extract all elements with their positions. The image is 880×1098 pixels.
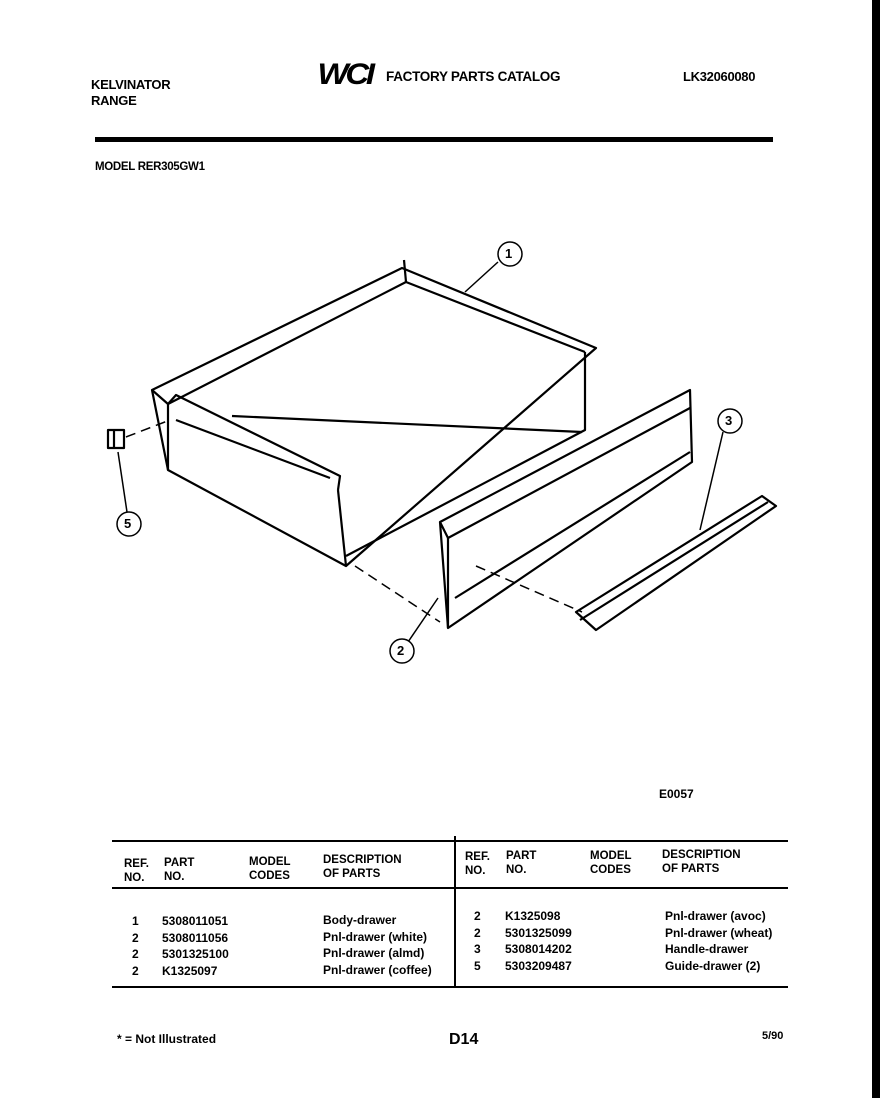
ref-no: 2: [132, 963, 139, 978]
catalog-title: FACTORY PARTS CATALOG: [386, 69, 561, 84]
catalog-number: LK32060080: [683, 69, 756, 84]
part-description: Handle-drawer: [665, 942, 749, 956]
part-description: Pnl-drawer (white): [323, 929, 428, 944]
col-description: DESCRIPTION OF PARTS: [662, 849, 741, 875]
ref-no: 2: [132, 930, 139, 945]
col-model-codes: MODEL CODES: [590, 850, 632, 876]
part-description: Guide-drawer (2): [665, 958, 761, 973]
part-no: 5301325100: [162, 947, 229, 961]
callout-2: 2: [397, 643, 405, 658]
revision-date: 5/90: [762, 1030, 784, 1042]
table-bottom-rule: [112, 986, 788, 988]
part-no: 5308011051: [162, 914, 229, 928]
callout-5: 5: [124, 516, 132, 531]
part-no: K1325098: [505, 909, 561, 923]
col-ref: REF. NO.: [124, 858, 149, 884]
figure-code: E0057: [659, 787, 694, 801]
model-number: MODEL RER305GW1: [95, 161, 205, 173]
ref-no: 3: [474, 942, 481, 956]
col-ref: REF. NO.: [465, 851, 490, 877]
col-model-codes: MODEL CODES: [249, 856, 291, 882]
part-description: Pnl-drawer (coffee): [323, 962, 432, 977]
ref-no: 2: [474, 909, 481, 923]
callout-3: 3: [725, 413, 733, 428]
not-illustrated-note: * = Not Illustrated: [117, 1032, 217, 1046]
part-no: 5301325099: [505, 925, 572, 940]
part-no: K1325097: [162, 963, 218, 978]
part-no: 5303209487: [505, 958, 572, 973]
ref-no: 2: [132, 947, 139, 961]
wci-logo: WCI: [317, 58, 372, 91]
part-description: Pnl-drawer (almd): [323, 946, 425, 960]
brand-name: KELVINATOR: [91, 77, 171, 92]
col-description: DESCRIPTION OF PARTS: [323, 854, 402, 880]
ref-no: 1: [132, 914, 139, 928]
callout-1: 1: [505, 246, 513, 261]
ref-no: 2: [474, 925, 481, 940]
part-description: Pnl-drawer (avoc): [665, 909, 766, 923]
table-header-rule: [112, 887, 788, 889]
col-part: PART NO.: [506, 850, 537, 876]
part-description: Body-drawer: [323, 913, 397, 927]
part-no: 5308014202: [505, 942, 572, 956]
table-divider: [454, 836, 456, 988]
page-number: D14: [449, 1031, 479, 1048]
part-description: Pnl-drawer (wheat): [665, 925, 773, 940]
table-top-rule: [112, 840, 788, 842]
drawer-guide: [108, 430, 124, 448]
col-part: PART NO.: [164, 857, 195, 883]
product-type: RANGE: [91, 93, 137, 108]
ref-no: 5: [474, 958, 481, 973]
part-no: 5308011056: [162, 930, 229, 945]
